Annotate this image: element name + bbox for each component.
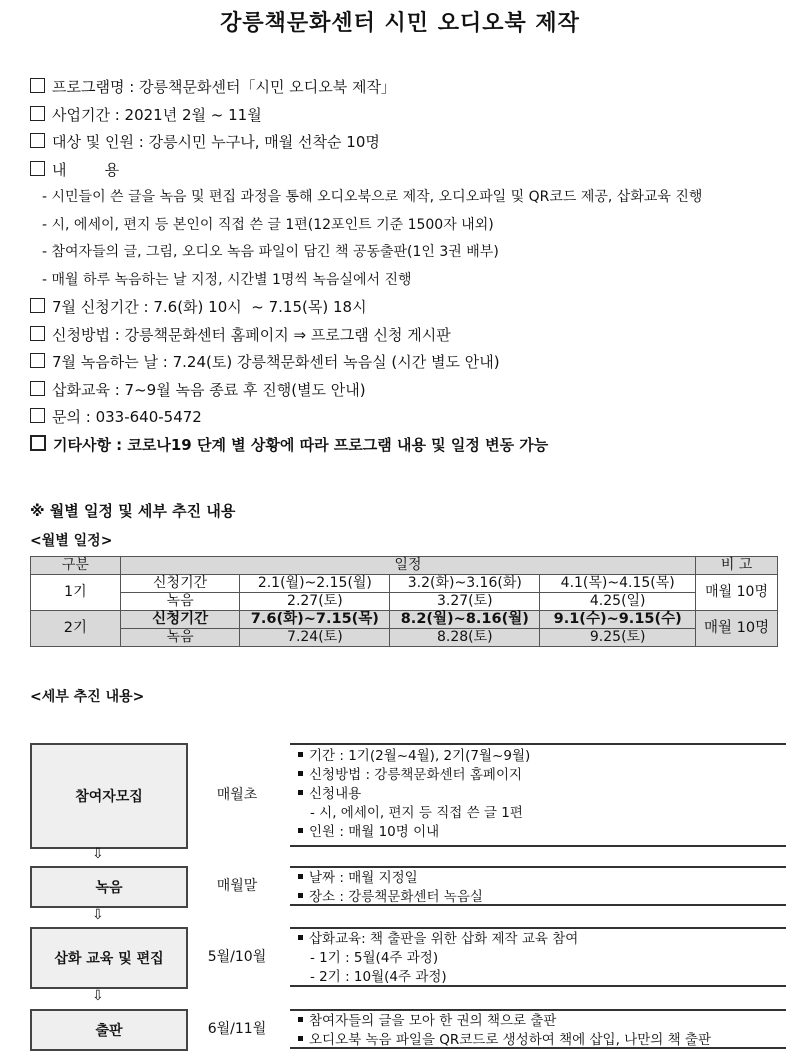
checkbox-icon bbox=[30, 133, 45, 148]
checkbox-icon bbox=[30, 381, 45, 396]
checkbox-icon bbox=[30, 353, 45, 368]
info-item: 프로그램명 : 강릉책문화센터「시민 오디오북 제작」 bbox=[30, 74, 780, 102]
flow-detail bbox=[290, 927, 786, 987]
flow-detail bbox=[290, 866, 786, 906]
checkbox-icon bbox=[30, 326, 45, 341]
list-item: 신청내용 bbox=[296, 785, 786, 804]
bullet-icon bbox=[298, 874, 303, 879]
bullet-icon bbox=[298, 1036, 303, 1041]
info-item: 문의 : 033-640-5472 bbox=[30, 404, 780, 432]
bullet-icon bbox=[298, 893, 303, 898]
info-item: 신청방법 : 강릉책문화센터 홈페이지 ⇒ 프로그램 신청 게시판 bbox=[30, 322, 780, 350]
checkbox-icon bbox=[30, 298, 45, 313]
flow-detail bbox=[290, 743, 786, 847]
table-row: 1기 신청기간 2.1(월)~2.15(월) 3.2(화)~3.16(화) 4.1(목)~4.15(목) 매월 10명 bbox=[31, 575, 778, 593]
table-row: 녹음 2.27(토) 3.27(토) 4.25(일) bbox=[31, 593, 778, 611]
list-item: - 2기 : 10월(4주 과정) bbox=[310, 969, 447, 985]
info-item: 기타사항 : 코로나19 단계 별 상황에 따라 프로그램 내용 및 일정 변동 가능 bbox=[30, 432, 780, 460]
table-row: 녹음 7.24(토) 8.28(토) 9.25(토) bbox=[31, 629, 778, 647]
flow-when: 매월말 bbox=[216, 878, 258, 894]
info-item: 사업기간 : 2021년 2월 ~ 11월 bbox=[30, 102, 780, 130]
list-item: 오디오북 녹음 파일을 QR코드로 생성하여 책에 삽입, 나만의 책 출판 bbox=[296, 1031, 786, 1050]
flow-step-recruit: 참여자모집 bbox=[30, 743, 188, 849]
page-title: 강릉책문화센터 시민 오디오북 제작 bbox=[220, 11, 580, 36]
table-header-row: 구분 일정 비 고 bbox=[31, 557, 778, 575]
content-item: - 매월 하루 녹음하는 날 지정, 시간별 1명씩 녹음실에서 진행 bbox=[42, 271, 412, 288]
list-item: 날짜 : 매월 지정일 bbox=[296, 869, 786, 888]
info-item: 7월 녹음하는 날 : 7.24(토) 강릉책문화센터 녹음실 (시간 별도 안내) bbox=[30, 349, 780, 377]
info-item: 7월 신청기간 : 7.6(화) 10시 ~ 7.15(목) 18시 bbox=[30, 294, 780, 322]
section-title: ※ 월별 일정 및 세부 추진 내용 bbox=[30, 502, 236, 520]
flow-when: 매월초 bbox=[216, 787, 258, 803]
content-item: - 참여자들의 글, 그림, 오디오 녹음 파일이 담긴 책 공동출판(1인 3권 배부) bbox=[42, 244, 499, 261]
list-item: 신청방법 : 강릉책문화센터 홈페이지 bbox=[296, 766, 786, 785]
flow-when: 6월/11월 bbox=[207, 1021, 267, 1037]
info-item: 대상 및 인원 : 강릉시민 누구나, 매월 선착순 10명 bbox=[30, 129, 780, 157]
checkbox-icon bbox=[30, 435, 46, 451]
list-item: 참여자들의 글을 모아 한 권의 책으로 출판 bbox=[296, 1012, 786, 1031]
flow-when: 5월/10월 bbox=[207, 949, 267, 965]
content-item: - 시, 에세이, 편지 등 본인이 직접 쓴 글 1편(12포인트 기준 1500자 내외) bbox=[42, 216, 494, 233]
checkbox-icon bbox=[30, 408, 45, 423]
bullet-icon bbox=[298, 771, 303, 776]
checkbox-icon bbox=[30, 161, 45, 176]
checkbox-icon bbox=[30, 106, 45, 121]
flow-step-record: 녹음 bbox=[30, 866, 188, 908]
bullet-icon bbox=[298, 790, 303, 795]
bullet-icon bbox=[298, 935, 303, 940]
bullet-icon bbox=[298, 828, 303, 833]
content-item: - 시민들이 쓴 글을 녹음 및 편집 과정을 통해 오디오북으로 제작, 오디오파일 및 QR코드 제공, 삽화교육 진행 bbox=[42, 189, 703, 206]
schedule-table bbox=[30, 556, 778, 647]
info-item: 삽화교육 : 7~9월 녹음 종료 후 진행(별도 안내) bbox=[30, 377, 780, 405]
list-item: 기간 : 1기(2월~4월), 2기(7월~9월) bbox=[296, 747, 786, 766]
down-arrow-icon: ⇩ bbox=[92, 846, 104, 862]
bullet-icon bbox=[298, 752, 303, 757]
bullet-icon bbox=[298, 1017, 303, 1022]
schedule-caption: <월별 일정> bbox=[30, 533, 113, 549]
info-item: 내 용 bbox=[30, 157, 780, 185]
program-info bbox=[30, 74, 780, 460]
detail-caption: <세부 추진 내용> bbox=[30, 689, 145, 705]
list-item: - 1기 : 5월(4주 과정) bbox=[310, 950, 439, 966]
flow-step-illustration: 삽화 교육 및 편집 bbox=[30, 927, 188, 989]
table-row: 2기 신청기간 7.6(화)~7.15(목) 8.2(월)~8.16(월) 9.1(수)~9.15(수) 매월 10명 bbox=[31, 611, 778, 629]
list-item: 장소 : 강릉책문화센터 녹음실 bbox=[296, 888, 786, 907]
list-item: - 시, 에세이, 편지 등 직접 쓴 글 1편 bbox=[310, 805, 523, 821]
flow-detail bbox=[290, 1009, 786, 1049]
list-item: 인원 : 매월 10명 이내 bbox=[296, 823, 786, 842]
down-arrow-icon: ⇩ bbox=[92, 907, 104, 923]
down-arrow-icon: ⇩ bbox=[92, 988, 104, 1004]
checkbox-icon bbox=[30, 78, 45, 93]
flow-step-publish: 출판 bbox=[30, 1009, 188, 1051]
list-item: 삽화교육: 책 출판을 위한 삽화 제작 교육 참여 bbox=[296, 930, 786, 949]
